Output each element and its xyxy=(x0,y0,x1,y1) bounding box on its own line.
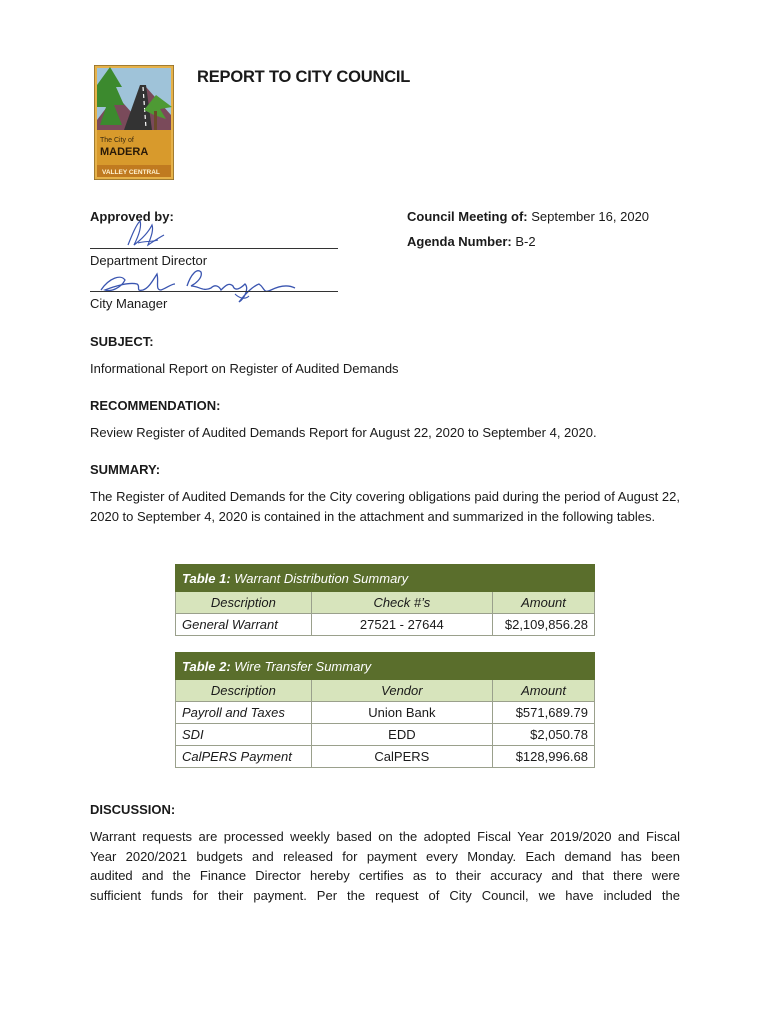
table2-header-description: Description xyxy=(176,680,312,702)
table2-caption-label: Table 2: xyxy=(182,658,231,674)
city-manager-label: City Manager xyxy=(90,296,168,311)
agenda-number-label: Agenda Number: xyxy=(407,234,512,249)
council-meeting-date: September 16, 2020 xyxy=(527,209,650,224)
council-meeting-label: Council Meeting of: xyxy=(407,209,528,224)
table2-caption-text: Wire Transfer Summary xyxy=(230,658,372,674)
table2-cell-amount: $128,996.68 xyxy=(493,746,595,768)
council-meeting-info xyxy=(407,209,649,224)
table1-header-row xyxy=(176,592,595,614)
table1-caption xyxy=(176,565,595,592)
city-manager-signature-line xyxy=(90,291,338,292)
report-title: REPORT TO CITY COUNCIL xyxy=(197,68,411,86)
table1-header-description: Description xyxy=(176,592,312,614)
discussion-line-4: sufficient funds for their payment. Per the request of City Council, we have included the xyxy=(90,887,680,903)
table2-cell-amount: $2,050.78 xyxy=(493,724,595,746)
table1-header-check: Check #’s xyxy=(311,592,492,614)
table2-cell-amount: $571,689.79 xyxy=(493,702,595,724)
table2-cell-description: CalPERS Payment xyxy=(176,746,312,768)
logo-main-text: MADERA xyxy=(100,146,149,158)
department-director-label: Department Director xyxy=(90,253,208,268)
table2-cell-description: Payroll and Taxes xyxy=(176,702,312,724)
subject-text: Informational Report on Register of Audited Demands xyxy=(90,361,399,376)
approved-by-label: Approved by: xyxy=(90,209,174,224)
warrant-distribution-table xyxy=(175,564,595,636)
director-signature xyxy=(118,215,173,251)
summary-text: The Register of Audited Demands for the City covering obligations paid during the period of August 22, 2020 to September 4, 2020 is contained in the attachment and summarized in the following tables. xyxy=(90,489,680,524)
recommendation-heading: RECOMMENDATION: xyxy=(90,398,221,413)
table2-header-row xyxy=(176,680,595,702)
table-row xyxy=(176,614,595,636)
logo-small-text: The City of xyxy=(100,137,134,144)
discussion-line-1: Warrant requests are processed weekly based on the adopted Fiscal Year 2019/2020 and Fiscal xyxy=(90,829,680,844)
subject-heading: SUBJECT: xyxy=(90,334,154,349)
table1-header-amount: Amount xyxy=(493,592,595,614)
table2-cell-vendor: EDD xyxy=(311,724,492,746)
agenda-number-info xyxy=(407,234,536,249)
table1-cell-check: 27521 - 27644 xyxy=(311,614,492,636)
table2-caption xyxy=(176,653,595,680)
wire-transfer-table xyxy=(175,652,595,768)
table1-cell-amount: $2,109,856.28 xyxy=(493,614,595,636)
logo-sub-text: VALLEY CENTRAL xyxy=(102,169,160,176)
city-of-madera-logo xyxy=(94,65,174,180)
summary-heading: SUMMARY: xyxy=(90,462,161,477)
table2-header-amount: Amount xyxy=(493,680,595,702)
director-signature-line xyxy=(90,248,338,249)
recommendation-text: Review Register of Audited Demands Report for August 22, 2020 to September 4, 2020. xyxy=(90,425,597,440)
table-row xyxy=(176,702,595,724)
discussion-line-3: audited and the Finance Director hereby certifies as to their accuracy and that there were xyxy=(90,868,680,883)
table1-cell-description: General Warrant xyxy=(176,614,312,636)
table-row xyxy=(176,746,595,768)
table1-caption-text: Warrant Distribution Summary xyxy=(230,570,409,586)
table2-cell-vendor: Union Bank xyxy=(311,702,492,724)
table2-cell-description: SDI xyxy=(176,724,312,746)
table2-header-vendor: Vendor xyxy=(311,680,492,702)
agenda-number-value: B-2 xyxy=(511,234,536,249)
table2-cell-vendor: CalPERS xyxy=(311,746,492,768)
discussion-heading: DISCUSSION: xyxy=(90,802,176,817)
discussion-line-2: Year 2020/2021 budgets and released for payment every Monday. Each demand has been xyxy=(90,848,680,864)
table-row xyxy=(176,724,595,746)
table1-caption-label: Table 1: xyxy=(182,570,231,586)
